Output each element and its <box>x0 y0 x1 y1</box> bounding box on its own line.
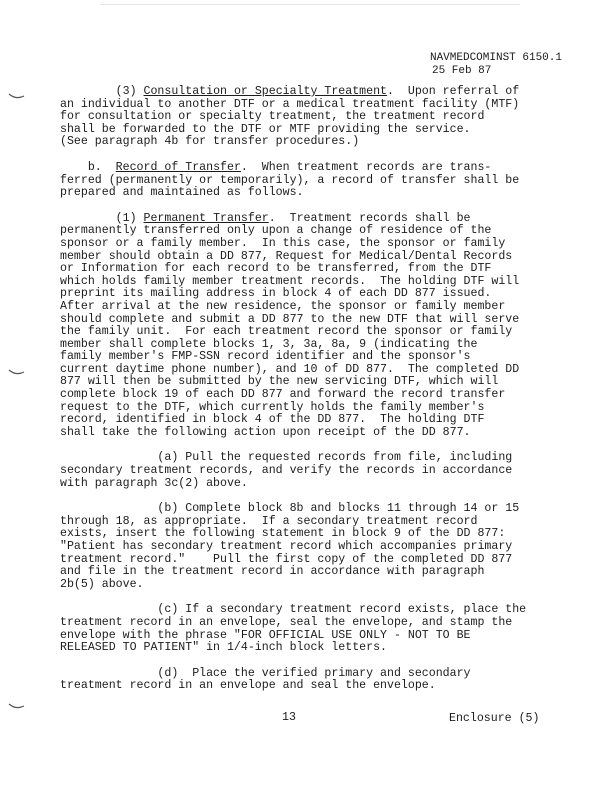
subparagraph-c <box>60 604 555 654</box>
paragraph-line: After arrival at the new residence, the sponsor or family member <box>60 299 506 313</box>
paragraph-line: which holds family member treatment records. The holding DTF will <box>60 274 520 288</box>
instruction-number: NAVMEDCOMINST 6150.1 <box>429 52 562 64</box>
paragraph-line: through 18, as appropriate. If a secondary treatment record <box>60 514 478 528</box>
paragraph-line: current daytime phone number), and 10 of DD 877. The completed DD <box>60 362 520 376</box>
paragraph-line: exists, insert the following statement in block 9 of the DD 877: <box>60 527 506 541</box>
subparagraph-a <box>60 452 555 490</box>
paragraph-line: request to the DTF, which currently holds the family member's <box>60 400 485 414</box>
paragraph-line: member should obtain a DD 877, Request for Medical/Dental Records <box>60 249 513 263</box>
paragraph-line: an individual to another DTF or a medical treatment facility (MTF) <box>60 97 520 111</box>
paragraph-line: (c) If a secondary treatment record exists, place the <box>60 603 527 617</box>
paragraph-line: (b) Complete block 8b and blocks 11 through 14 or 15 <box>60 502 520 516</box>
paragraph-line: (See paragraph 4b for transfer procedures.) <box>60 135 360 149</box>
paragraph-line: member shall complete blocks 1, 3, 3a, 8a, 9 (indicating the <box>60 337 478 351</box>
paragraph-1-permanent-transfer <box>60 213 555 440</box>
paragraph-line: preprint its mailing address in block 4 of each DD 877 issued. <box>60 287 492 301</box>
paragraph-line: treatment record." Pull the first copy of the completed DD 877 <box>60 552 513 566</box>
paragraph-line: record, identified in block 4 of the DD 877. The holding DTF <box>60 413 485 427</box>
paragraph-line: with paragraph 3c(2) above. <box>60 476 248 490</box>
paragraph-number: (1) <box>60 211 144 225</box>
enclosure-label: Enclosure (5) <box>449 712 540 725</box>
document-body <box>60 86 555 706</box>
paragraph-line: should complete and submit a DD 877 to the new DTF that will serve <box>60 312 520 326</box>
scan-edge-line <box>100 4 520 5</box>
paragraph-line: secondary treatment records, and verify the records in accordance <box>60 464 513 478</box>
document-header <box>430 52 562 78</box>
binder-hole-mark <box>8 702 26 710</box>
paragraph-line: and file in the treatment record in accordance with paragraph <box>60 565 485 579</box>
paragraph-line: RELEASED TO PATIENT" in 1/4-inch block letters. <box>60 641 387 655</box>
paragraph-line: "Patient has secondary treatment record which accompanies primary <box>60 540 513 553</box>
page-number: 13 <box>282 711 296 724</box>
paragraph-line: prepared and maintained as follows. <box>60 186 304 200</box>
paragraph-line: for consultation or specialty treatment, the treatment record <box>60 110 485 124</box>
paragraph-line: complete block 19 of each DD 877 and forward the record transfer <box>60 388 506 402</box>
paragraph-line: or Information for each record to be transferred, from the DTF <box>60 262 492 276</box>
document-date: 25 Feb 87 <box>431 65 492 77</box>
paragraph-text: . Treatment records shall be <box>268 211 471 225</box>
paragraph-line: envelope with the phrase "FOR OFFICIAL USE ONLY - NOT TO BE <box>60 628 471 642</box>
paragraph-line: the family unit. For each treatment record the sponsor or family <box>60 325 513 339</box>
paragraph-heading: Consultation or Specialty Treatment <box>143 85 388 98</box>
paragraph-line: (d) Place the verified primary and secondary <box>60 666 471 680</box>
paragraph-line: family member's FMP-SSN record identifier and the sponsor's <box>60 350 471 364</box>
paragraph-text: . Upon referral of <box>387 85 520 98</box>
binder-hole-mark <box>8 92 26 100</box>
paragraph-number: b. <box>60 160 116 174</box>
subparagraph-d <box>60 668 555 693</box>
paragraph-line: treatment record in an envelope and seal the envelope. <box>60 679 436 693</box>
paragraph-line: shall be forwarded to the DTF or MTF providing the service. <box>60 122 471 136</box>
paragraph-heading: Permanent Transfer <box>143 211 269 225</box>
paragraph-line: 877 will then be submitted by the new servicing DTF, which will <box>60 375 499 389</box>
paragraph-3-consultation <box>60 86 555 149</box>
paragraph-number: (3) <box>60 85 144 98</box>
paragraph-line: 2b(5) above. <box>60 577 144 591</box>
binder-hole-mark <box>8 368 26 376</box>
subparagraph-b <box>60 503 555 591</box>
paragraph-line: sponsor or a family member. In this case, the sponsor or family <box>60 236 506 250</box>
paragraph-line: treatment record in an envelope, seal the envelope, and stamp the <box>60 615 513 629</box>
paragraph-text: . When treatment records are trans- <box>240 160 492 174</box>
paragraph-heading: Record of Transfer <box>115 160 241 174</box>
paragraph-line: permanently transferred only upon a change of residence of the <box>60 224 492 238</box>
paragraph-b-record-of-transfer <box>60 162 555 200</box>
paragraph-line: ferred (permanently or temporarily), a record of transfer shall be <box>60 173 520 187</box>
paragraph-line: (a) Pull the requested records from file, including <box>60 451 513 465</box>
paragraph-line: shall take the following action upon receipt of the DD 877. <box>60 425 471 439</box>
